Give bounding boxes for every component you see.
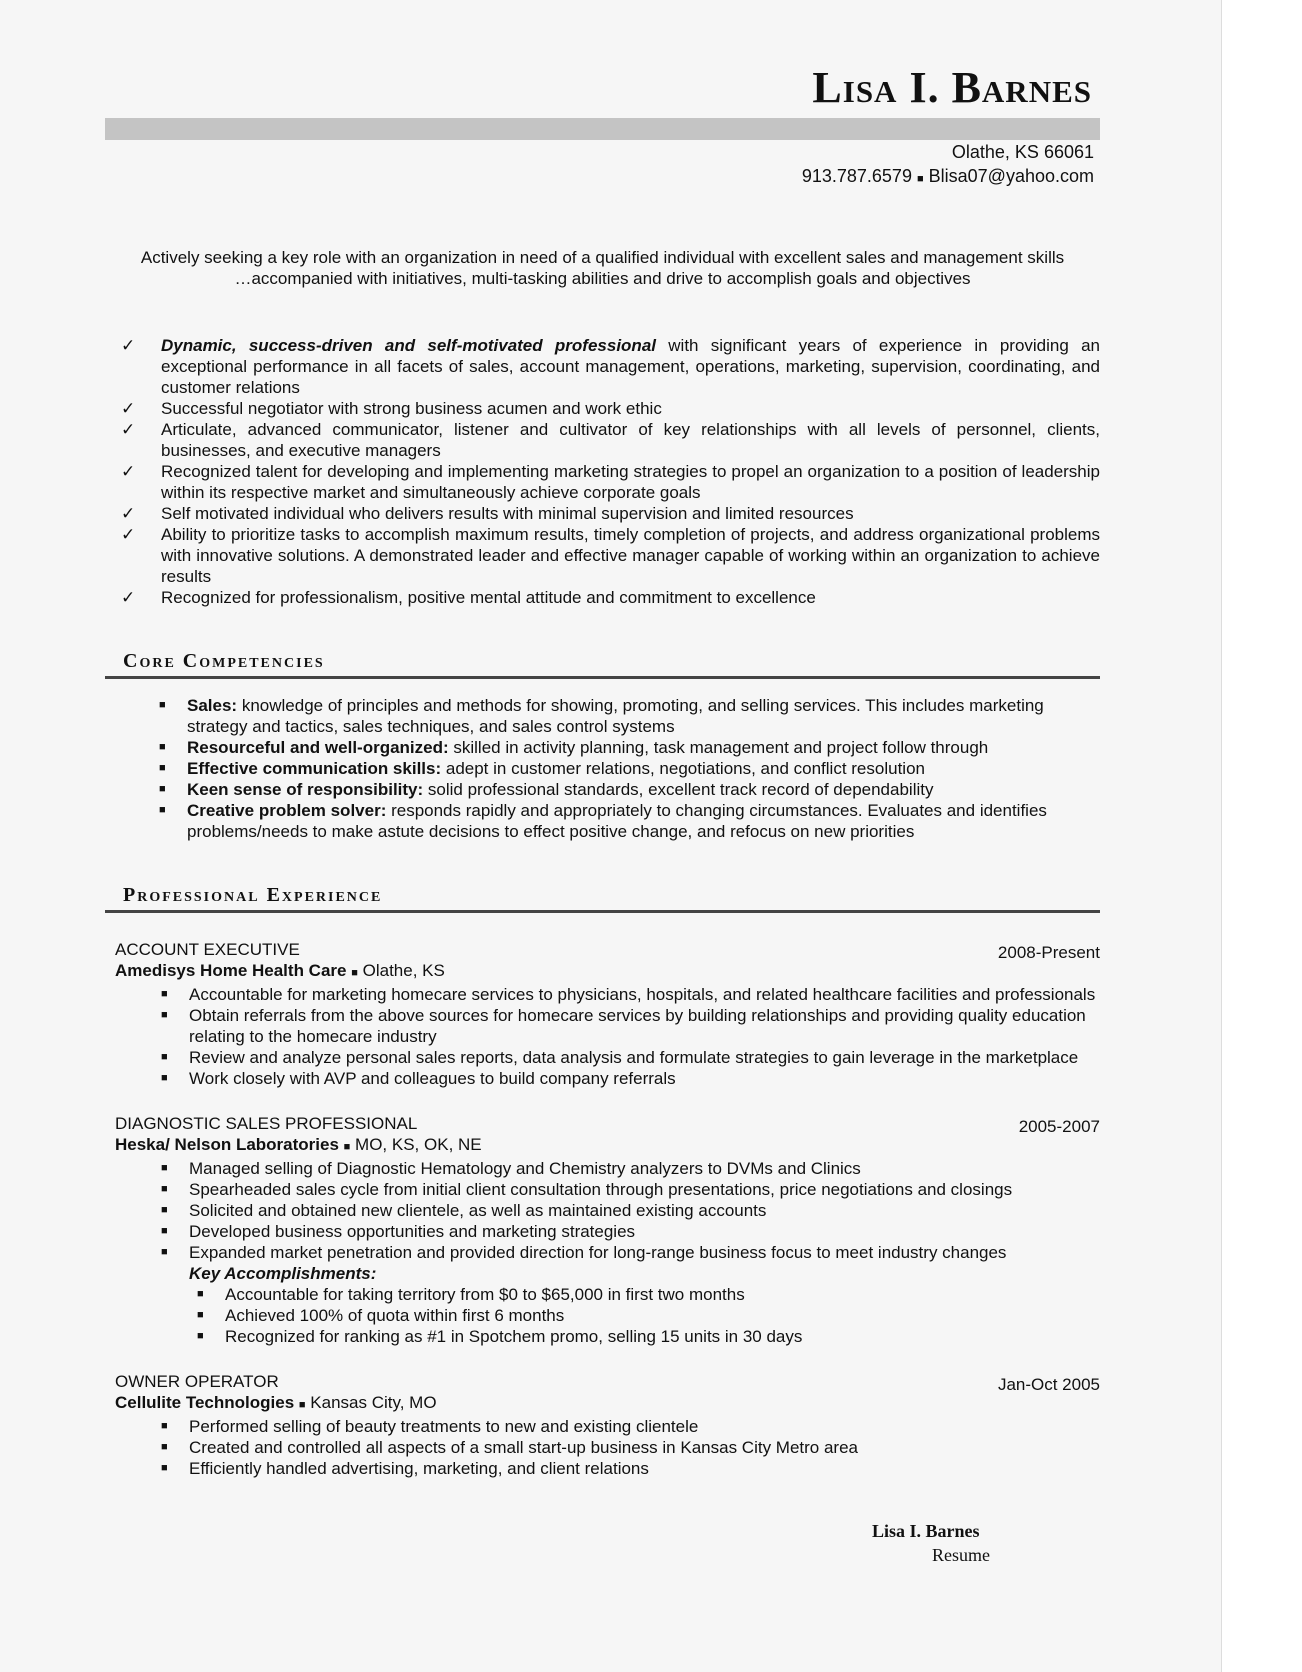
address: Olathe, KS 66061 [951, 142, 1094, 162]
job-bullet-text: Created and controlled all aspects of a small start-up business in Kansas City Metro area [189, 1438, 858, 1457]
experience-section [105, 882, 1100, 1479]
job-bullet [159, 1437, 1100, 1458]
job-bullets [159, 1158, 1100, 1263]
checkmark-icon: ✓ [121, 399, 136, 418]
square-bullet-icon: ■ [161, 1420, 168, 1432]
contact-line [105, 164, 1100, 191]
job-bullet [159, 1068, 1100, 1089]
core-competencies-section [105, 648, 1100, 842]
job-bullet-text: Performed selling of beauty treatments to new and existing clientele [189, 1417, 699, 1436]
job-bullet [159, 1200, 1100, 1221]
job-heading [115, 1113, 482, 1158]
company-line [115, 1392, 437, 1416]
checkmark-icon: ✓ [121, 588, 136, 607]
job-title: DIAGNOSTIC SALES PROFESSIONAL [115, 1114, 418, 1133]
job-bullet [159, 1458, 1100, 1479]
square-bullet-icon: ■ [197, 1309, 204, 1321]
footer-label: Resume [932, 1545, 990, 1565]
accomplishment-item [195, 1326, 1100, 1347]
job-bullet-text: Developed business opportunities and marketing strategies [189, 1222, 636, 1241]
header-divider-bar [105, 118, 1100, 140]
square-bullet-icon: ■ [161, 1462, 168, 1474]
square-bullet-icon: ■ [161, 988, 168, 1000]
job-header [115, 1113, 1100, 1158]
square-bullet-icon: ■ [159, 699, 166, 711]
competency-lead: Resourceful and well-organized: [187, 738, 449, 757]
job-bullet [159, 1242, 1100, 1263]
competency-item [157, 800, 1100, 842]
job-bullet-text: Solicited and obtained new clientele, as well as maintained existing accounts [189, 1201, 767, 1220]
competency-text: responds rapidly and appropriately to changing circumstances. Evaluates and identifies problems/needs to make astute decisions to effect positive change, and refocus on new priorities [187, 801, 1047, 841]
page-footer [872, 1519, 1100, 1567]
objective [105, 247, 1100, 289]
competency-item [157, 758, 1100, 779]
summary-item [105, 524, 1100, 587]
job-bullet-text: Managed selling of Diagnostic Hematology and Chemistry analyzers to DVMs and Clinics [189, 1159, 861, 1178]
competency-lead: Keen sense of responsibility: [187, 780, 424, 799]
job-bullet-text: Work closely with AVP and colleagues to build company referrals [189, 1069, 676, 1088]
accomplishment-text: Achieved 100% of quota within first 6 months [225, 1306, 565, 1325]
separator-icon: ■ [916, 173, 924, 185]
job-bullet-text: Obtain referrals from the above sources for homecare services by building relationships and providing quality education relating to the homecare industry [189, 1006, 1086, 1046]
square-bullet-icon: ■ [197, 1288, 204, 1300]
job-bullet [159, 1221, 1100, 1242]
summary-text: Ability to prioritize tasks to accomplish maximum results, timely completion of projects, and address organizational problems with innovative solutions. A demonstrated leader and effective manager capable of working within an organization to achieve results [161, 525, 1100, 586]
job-location: Olathe, KS [362, 961, 445, 980]
square-bullet-icon: ■ [161, 1072, 168, 1084]
section-heading: Core Competencies [105, 648, 1100, 679]
checkmark-icon: ✓ [121, 462, 136, 481]
objective-line: Actively seeking a key role with an organization in need of a qualified individual with excellent sales and management skills [140, 248, 1065, 267]
square-bullet-icon: ■ [161, 1162, 168, 1174]
summary-text: Recognized for professionalism, positive mental attitude and commitment to excellence [161, 588, 816, 607]
company-line [115, 960, 445, 984]
summary-item [105, 461, 1100, 503]
job-bullet-text: Accountable for marketing homecare services to physicians, hospitals, and related healthcare facilities and professionals [189, 985, 1096, 1004]
job-bullet [159, 1158, 1100, 1179]
square-bullet-icon: ■ [197, 1330, 204, 1342]
job-dates: Jan-Oct 2005 [997, 1375, 1100, 1394]
square-bullet-icon: ■ [161, 1009, 168, 1021]
competency-item [157, 737, 1100, 758]
checkmark-icon: ✓ [121, 504, 136, 523]
accomplishment-item [195, 1305, 1100, 1326]
job-entry [115, 1113, 1100, 1347]
job-title: OWNER OPERATOR [115, 1372, 279, 1391]
job-header [115, 1371, 1100, 1416]
job-bullet [159, 1416, 1100, 1437]
job-bullet-text: Spearheaded sales cycle from initial client consultation through presentations, price negotiations and closings [189, 1180, 1013, 1199]
competency-text: knowledge of principles and methods for showing, promoting, and selling services. This includes marketing strategy and tactics, sales techniques, and sales control systems [187, 696, 1044, 736]
competency-lead: Sales: [187, 696, 238, 715]
competency-item [157, 779, 1100, 800]
company-name: Amedisys Home Health Care [115, 961, 347, 980]
job-bullet-text: Efficiently handled advertising, marketing, and client relations [189, 1459, 649, 1478]
accomplishments-label: Key Accomplishments: [189, 1264, 377, 1283]
square-bullet-icon: ■ [159, 783, 166, 795]
accomplishments-list [195, 1284, 1100, 1347]
competency-item [157, 695, 1100, 737]
job-bullet [159, 1179, 1100, 1200]
job-bullet-text: Expanded market penetration and provided direction for long-range business focus to meet industry changes [189, 1243, 1007, 1262]
accomplishment-text: Accountable for taking territory from $0 to $65,000 in first two months [225, 1285, 745, 1304]
summary-item [105, 335, 1100, 398]
square-bullet-icon: ■ [161, 1183, 168, 1195]
separator-icon: ■ [298, 1399, 306, 1411]
job-entry [115, 939, 1100, 1089]
section-heading: Professional Experience [105, 882, 1100, 913]
job-entry [115, 1371, 1100, 1479]
job-bullet [159, 984, 1100, 1005]
summary-lead: Dynamic, success-driven and self-motivated professional [161, 336, 656, 355]
separator-icon: ■ [351, 967, 358, 979]
job-bullet-text: Review and analyze personal sales reports, data analysis and formulate strategies to gain leverage in the marketplace [189, 1048, 1079, 1067]
company-name: Heska/ Nelson Laboratories [115, 1135, 339, 1154]
square-bullet-icon: ■ [159, 741, 166, 753]
checkmark-icon: ✓ [121, 336, 136, 355]
phone: 913.787.6579 [801, 166, 912, 186]
job-dates: 2008-Present [997, 943, 1100, 962]
summary-item [105, 398, 1100, 419]
objective-line: …accompanied with initiatives, multi-tasking abilities and drive to accomplish goals and objectives [234, 269, 971, 288]
summary-item [105, 419, 1100, 461]
square-bullet-icon: ■ [159, 804, 166, 816]
job-title: ACCOUNT EXECUTIVE [115, 940, 300, 959]
job-location: MO, KS, OK, NE [355, 1135, 482, 1154]
summary-list [105, 335, 1100, 608]
job-location: Kansas City, MO [310, 1393, 437, 1412]
job-heading [115, 939, 445, 984]
footer-name: Lisa I. Barnes [872, 1521, 980, 1541]
competency-text: adept in customer relations, negotiations, and conflict resolution [441, 759, 925, 778]
job-bullets [159, 984, 1100, 1089]
job-bullet [159, 1047, 1100, 1068]
job-heading [115, 1371, 437, 1416]
accomplishment-item [195, 1284, 1100, 1305]
summary-text: Recognized talent for developing and implementing marketing strategies to propel an organization to a position of leadership within its respective market and simultaneously achieve corporate goals [161, 462, 1100, 502]
job-dates: 2005-2007 [1018, 1117, 1100, 1136]
competency-text: solid professional standards, excellent track record of dependability [423, 780, 934, 799]
summary-item [105, 503, 1100, 524]
competency-lead: Creative problem solver: [187, 801, 387, 820]
summary-item [105, 587, 1100, 608]
square-bullet-icon: ■ [159, 762, 166, 774]
square-bullet-icon: ■ [161, 1051, 168, 1063]
job-header [115, 939, 1100, 984]
job-bullets [159, 1416, 1100, 1479]
summary-text: Self motivated individual who delivers results with minimal supervision and limited resources [161, 504, 854, 523]
accomplishment-text: Recognized for ranking as #1 in Spotchem promo, selling 15 units in 30 days [225, 1327, 803, 1346]
email: Blisa07@yahoo.com [928, 166, 1094, 186]
job-bullet [159, 1005, 1100, 1047]
summary-text: Articulate, advanced communicator, listener and cultivator of key relationships with all levels of personnel, clients, businesses, and executive managers [161, 420, 1100, 460]
candidate-name: Lisa I. Barnes [812, 63, 1092, 112]
summary-text: Successful negotiator with strong business acumen and work ethic [161, 399, 662, 418]
checkmark-icon: ✓ [121, 525, 136, 544]
square-bullet-icon: ■ [161, 1246, 168, 1258]
company-name: Cellulite Technologies [115, 1393, 295, 1412]
competency-text: skilled in activity planning, task management and project follow through [448, 738, 989, 757]
square-bullet-icon: ■ [161, 1441, 168, 1453]
competencies-list [157, 695, 1100, 842]
square-bullet-icon: ■ [161, 1225, 168, 1237]
separator-icon: ■ [343, 1141, 351, 1153]
summary-text: with significant years of experience in providing an exceptional performance in all facets of sales, account management, operations, marketing, supervision, coordinating, and customer relations [161, 336, 1100, 397]
checkmark-icon: ✓ [121, 420, 136, 439]
company-line [115, 1134, 482, 1158]
competency-lead: Effective communication skills: [187, 759, 442, 778]
square-bullet-icon: ■ [161, 1204, 168, 1216]
